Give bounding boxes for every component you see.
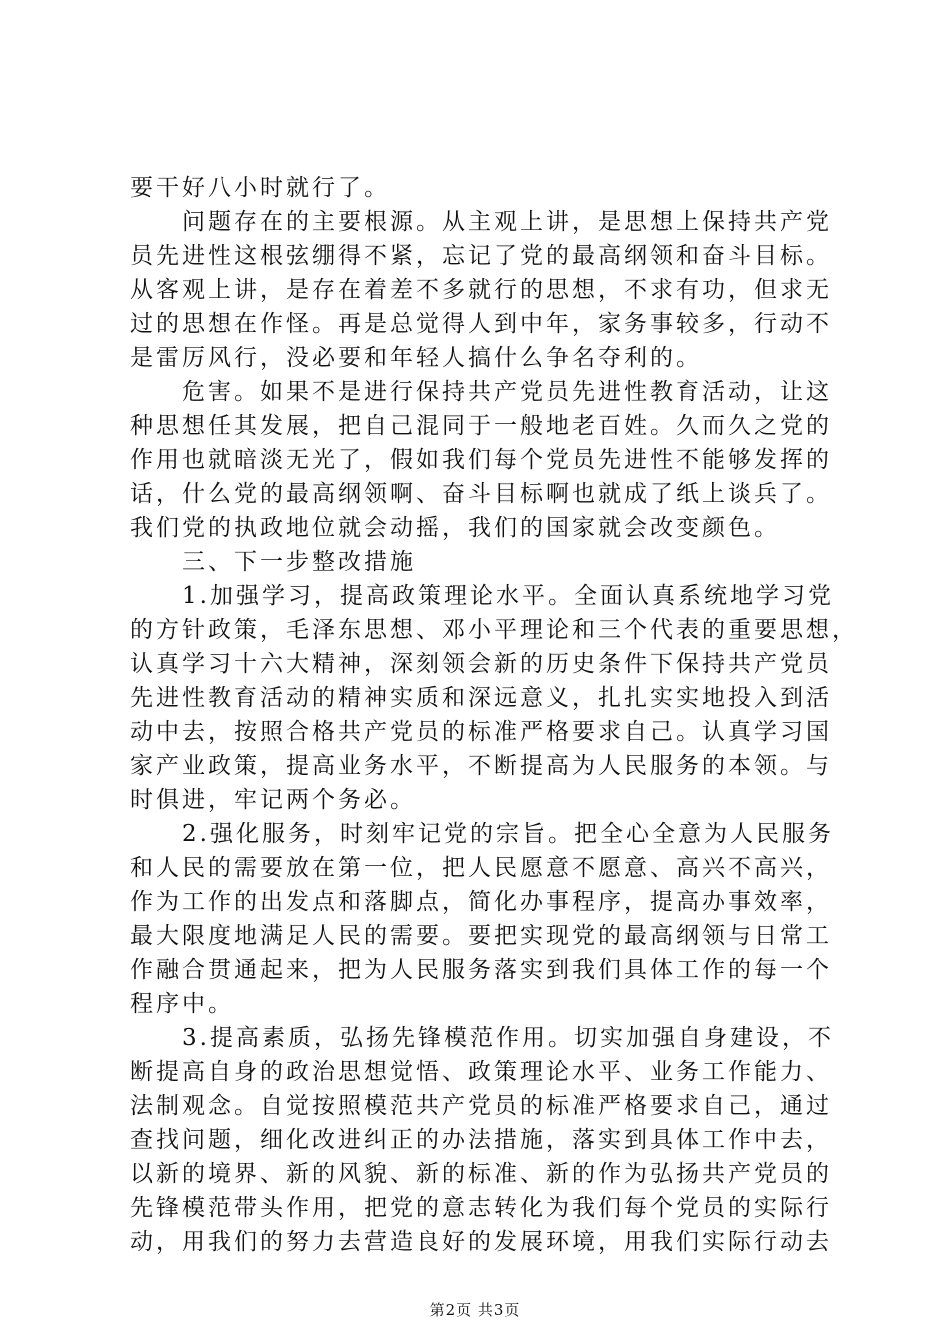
- text-line: 的方针政策，毛泽东思想、邓小平理论和三个代表的重要思想，: [130, 617, 858, 643]
- text-line: 种思想任其发展，把自己混同于一般地老百姓。久而久之党的: [130, 413, 832, 439]
- text-line: 以新的境界、新的风貌、新的标准、新的作为弘扬共产党员的: [130, 1161, 832, 1187]
- text-line: 断提高自身的政治思想觉悟、政策理论水平、业务工作能力、: [130, 1059, 832, 1085]
- text-line: 先进性教育活动的精神实质和深远意义，扎扎实实地投入到活: [130, 685, 832, 711]
- text-line: 从客观上讲，是存在着差不多就行的思想，不求有功，但求无: [130, 277, 832, 303]
- text-line: 查找问题，细化改进纠正的办法措施，落实到具体工作中去，: [130, 1127, 832, 1153]
- text-line: 是雷厉风行，没必要和年轻人搞什么争名夺利的。: [130, 345, 702, 371]
- page-footer: 第2页 共3页: [429, 1301, 521, 1319]
- text-line: 作用也就暗淡无光了，假如我们每个党员先进性不能够发挥的: [130, 447, 832, 473]
- text-line: 话，什么党的最高纲领啊、奋斗目标啊也就成了纸上谈兵了。: [130, 481, 832, 507]
- text-line: 时俱进，牢记两个务必。: [130, 787, 416, 813]
- text-line: 认真学习十六大精神，深刻领会新的历史条件下保持共产党员: [130, 651, 832, 677]
- text-line: 动中去，按照合格共产党员的标准严格要求自己。认真学习国: [130, 719, 832, 745]
- text-line: 作融合贯通起来，把为人民服务落实到我们具体工作的每一个: [130, 957, 832, 983]
- text-line: 先锋模范带头作用，把党的意志转化为我们每个党员的实际行: [130, 1195, 832, 1221]
- text-line: 法制观念。自觉按照模范共产党员的标准严格要求自己，通过: [130, 1093, 832, 1119]
- text-line: 问题存在的主要根源。从主观上讲，是思想上保持共产党: [130, 209, 832, 235]
- text-line: 危害。如果不是进行保持共产党员先进性教育活动，让这: [130, 379, 832, 405]
- text-line: 最大限度地满足人民的需要。要把实现党的最高纲领与日常工: [130, 923, 832, 949]
- text-line: 2.强化服务，时刻牢记党的宗旨。把全心全意为人民服务: [130, 821, 834, 847]
- text-line: 作为工作的出发点和落脚点，简化办事程序，提高办事效率，: [130, 889, 832, 915]
- text-line: 和人民的需要放在第一位，把人民愿意不愿意、高兴不高兴，: [130, 855, 832, 881]
- text-line: 3.提高素质，弘扬先锋模范作用。切实加强自身建设，不: [130, 1025, 834, 1051]
- text-line: 程序中。: [130, 991, 234, 1017]
- text-line: 我们党的执政地位就会动摇，我们的国家就会改变颜色。: [130, 515, 780, 541]
- text-line: 要干好八小时就行了。: [130, 175, 390, 201]
- text-line: 员先进性这根弦绷得不紧，忘记了党的最高纲领和奋斗目标。: [130, 243, 832, 269]
- text-line: 过的思想在作怪。再是总觉得人到中年，家务事较多，行动不: [130, 311, 832, 337]
- text-line: 家产业政策，提高业务水平，不断提高为人民服务的本领。与: [130, 753, 832, 779]
- text-line: 三、下一步整改措施: [130, 549, 416, 575]
- document-body: [130, 171, 858, 1259]
- text-line: 动，用我们的努力去营造良好的发展环境，用我们实际行动去: [130, 1229, 832, 1255]
- text-line: 1.加强学习，提高政策理论水平。全面认真系统地学习党: [130, 583, 834, 609]
